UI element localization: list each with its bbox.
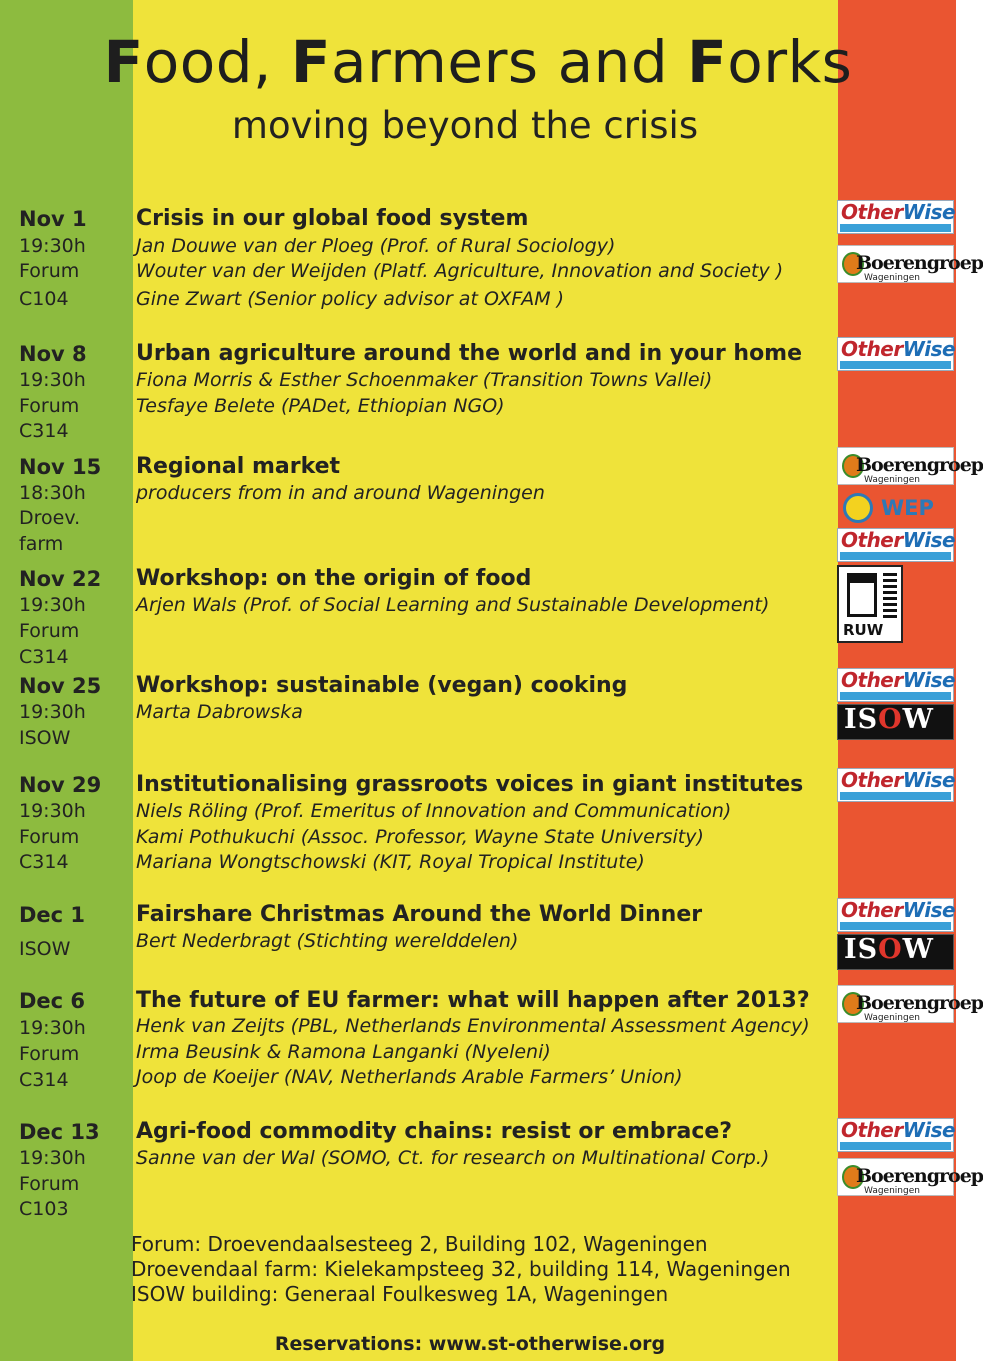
event-meta: Forum	[19, 260, 80, 282]
event-meta: farm	[19, 533, 64, 555]
event-meta: C314	[19, 420, 69, 442]
wep-emblem-icon	[843, 493, 873, 523]
event-title: Institutionalising grassroots voices in giant institutes	[136, 772, 804, 797]
event-title: Crisis in our global food system	[136, 206, 529, 231]
event-speaker: Wouter van der Weijden (Platf. Agriculture, Innovation and Society )	[136, 260, 784, 282]
event-title: The future of EU farmer: what will happen after 2013?	[136, 988, 810, 1013]
event-meta: C314	[19, 646, 69, 668]
event-meta: 18:30h	[19, 482, 86, 504]
event-date: Dec 13	[19, 1120, 100, 1144]
isow-logo-text-o: O	[878, 934, 903, 965]
otherwise-logo-text-other: Other	[841, 668, 903, 692]
poster-title: Food, Farmers and Forks	[103, 28, 853, 96]
otherwise-logo-strip	[840, 361, 951, 369]
otherwise-logo-text-other: Other	[841, 898, 903, 922]
event-meta: C314	[19, 851, 69, 873]
otherwise-logo-text-wise: Wise	[902, 668, 956, 692]
otherwise-logo	[837, 337, 954, 371]
event-speaker: Tesfaye Belete (PADet, Ethiopian NGO)	[136, 395, 505, 417]
event-meta: Droev.	[19, 507, 81, 529]
event-meta: 19:30h	[19, 369, 86, 391]
otherwise-logo-text-other: Other	[841, 1118, 903, 1142]
otherwise-logo-text	[838, 1118, 956, 1142]
otherwise-logo-text-wise: Wise	[902, 200, 956, 224]
event-date: Nov 8	[19, 342, 87, 366]
event-speaker: Joop de Koeijer (NAV, Netherlands Arable Farmers’ Union)	[136, 1066, 683, 1088]
otherwise-logo	[837, 668, 954, 702]
boerengroep-logo-text: Boerengroep	[856, 252, 983, 274]
event-speaker: Sanne van der Wal (SOMO, Ct. for research on Multinational Corp.)	[136, 1147, 770, 1169]
isow-logo-text-a: IS	[844, 934, 879, 965]
event-speaker: Arjen Wals (Prof. of Social Learning and Sustainable Development)	[136, 594, 770, 616]
boerengroep-logo-text: Boerengroep	[856, 992, 983, 1014]
event-meta: Forum	[19, 826, 80, 848]
event-speaker: producers from in and around Wageningen	[136, 482, 545, 504]
ruw-logo	[837, 565, 903, 643]
ruw-logo-text: RUW	[843, 621, 884, 639]
event-meta: ISOW	[19, 727, 71, 749]
otherwise-logo-text-wise: Wise	[902, 1118, 956, 1142]
otherwise-logo-text-other: Other	[841, 768, 903, 792]
otherwise-logo-text	[838, 668, 956, 692]
otherwise-logo-text	[838, 768, 956, 792]
event-meta: 19:30h	[19, 594, 86, 616]
ruw-figure-icon	[847, 573, 877, 617]
otherwise-logo-text-other: Other	[841, 200, 903, 224]
isow-logo-text-b: W	[902, 934, 934, 965]
event-speaker: Mariana Wongtschowski (KIT, Royal Tropical Institute)	[136, 851, 645, 873]
otherwise-logo-strip	[840, 692, 951, 700]
event-title: Regional market	[136, 454, 341, 479]
event-speaker: Irma Beusink & Ramona Langanki (Nyeleni)	[136, 1041, 551, 1063]
event-speaker: Marta Dabrowska	[136, 701, 303, 723]
wep-logo-text: WEP	[881, 496, 934, 520]
event-meta: 19:30h	[19, 1147, 86, 1169]
event-speaker: Gine Zwart (Senior policy advisor at OXFAM )	[136, 288, 565, 310]
event-date: Dec 1	[19, 903, 86, 927]
isow-logo	[837, 704, 954, 740]
event-date: Nov 22	[19, 567, 102, 591]
otherwise-logo	[837, 1118, 954, 1152]
event-meta: Forum	[19, 1173, 80, 1195]
venue-address: Forum: Droevendaalsesteeg 2, Building 102, Wageningen	[131, 1232, 708, 1256]
event-meta: Forum	[19, 1043, 80, 1065]
otherwise-logo-strip	[840, 922, 951, 930]
event-title: Agri-food commodity chains: resist or embrace?	[136, 1119, 733, 1144]
event-date: Nov 15	[19, 455, 102, 479]
isow-logo-text	[838, 935, 953, 965]
event-date: Nov 29	[19, 773, 102, 797]
event-speaker: Henk van Zeijts (PBL, Netherlands Environmental Assessment Agency)	[136, 1015, 810, 1037]
wep-logo	[837, 490, 954, 528]
event-meta: C314	[19, 1069, 69, 1091]
otherwise-logo-text	[838, 337, 956, 361]
boerengroep-logo-text: Boerengroep	[856, 1165, 983, 1187]
otherwise-logo-text	[838, 898, 956, 922]
event-meta: Forum	[19, 620, 80, 642]
boerengroep-logo-subtext: Wageningen	[864, 1013, 920, 1023]
boerengroep-logo	[837, 1158, 983, 1196]
otherwise-logo-strip	[840, 552, 951, 560]
event-speaker: Fiona Morris & Esther Schoenmaker (Transition Towns Vallei)	[136, 369, 713, 391]
otherwise-logo-text-wise: Wise	[902, 337, 956, 361]
event-speaker: Bert Nederbragt (Stichting werelddelen)	[136, 930, 519, 952]
isow-logo	[837, 934, 954, 970]
boerengroep-logo-text: Boerengroep	[856, 454, 983, 476]
event-title: Workshop: sustainable (vegan) cooking	[136, 673, 628, 698]
otherwise-logo	[837, 768, 954, 802]
boerengroep-logo-subtext: Wageningen	[864, 475, 920, 485]
reservations-line: Reservations: www.st-otherwise.org	[274, 1333, 666, 1355]
otherwise-logo-strip	[840, 1142, 951, 1150]
otherwise-logo-strip	[840, 224, 951, 232]
otherwise-logo-text-wise: Wise	[902, 768, 956, 792]
event-title: Urban agriculture around the world and in your home	[136, 341, 803, 366]
event-date: Dec 6	[19, 989, 86, 1013]
otherwise-logo-text-wise: Wise	[902, 898, 956, 922]
poster-subtitle: moving beyond the crisis	[231, 104, 699, 147]
event-meta: C103	[19, 1198, 69, 1220]
boerengroep-logo	[837, 985, 983, 1023]
isow-logo-text-a: IS	[844, 704, 879, 735]
boerengroep-logo	[837, 447, 983, 485]
event-date: Nov 25	[19, 674, 102, 698]
boerengroep-logo-subtext: Wageningen	[864, 1186, 920, 1196]
event-meta: 19:30h	[19, 235, 86, 257]
event-meta: C104	[19, 288, 69, 310]
venue-address: Droevendaal farm: Kielekampsteeg 32, building 114, Wageningen	[131, 1257, 791, 1281]
ruw-side-pattern-icon	[883, 573, 897, 621]
venue-address: ISOW building: Generaal Foulkesweg 1A, Wageningen	[131, 1282, 669, 1306]
event-meta: 19:30h	[19, 800, 86, 822]
otherwise-logo-text-other: Other	[841, 528, 903, 552]
isow-logo-text	[838, 705, 953, 735]
otherwise-logo-text	[838, 200, 956, 224]
otherwise-logo-text	[838, 528, 956, 552]
event-meta: ISOW	[19, 938, 71, 960]
isow-logo-text-b: W	[902, 704, 934, 735]
event-title: Workshop: on the origin of food	[136, 566, 532, 591]
otherwise-logo-text-other: Other	[841, 337, 903, 361]
otherwise-logo	[837, 528, 954, 562]
isow-logo-text-o: O	[878, 704, 903, 735]
event-speaker: Niels Röling (Prof. Emeritus of Innovation and Communication)	[136, 800, 732, 822]
boerengroep-logo	[837, 245, 983, 283]
otherwise-logo	[837, 898, 954, 932]
event-meta: 19:30h	[19, 701, 86, 723]
otherwise-logo-strip	[840, 792, 951, 800]
event-speaker: Jan Douwe van der Ploeg (Prof. of Rural Sociology)	[136, 235, 616, 257]
otherwise-logo	[837, 200, 954, 234]
event-date: Nov 1	[19, 207, 87, 231]
event-speaker: Kami Pothukuchi (Assoc. Professor, Wayne State University)	[136, 826, 704, 848]
boerengroep-logo-subtext: Wageningen	[864, 273, 920, 283]
otherwise-logo-text-wise: Wise	[902, 528, 956, 552]
event-meta: 19:30h	[19, 1017, 86, 1039]
event-meta: Forum	[19, 395, 80, 417]
event-title: Fairshare Christmas Around the World Dinner	[136, 902, 703, 927]
